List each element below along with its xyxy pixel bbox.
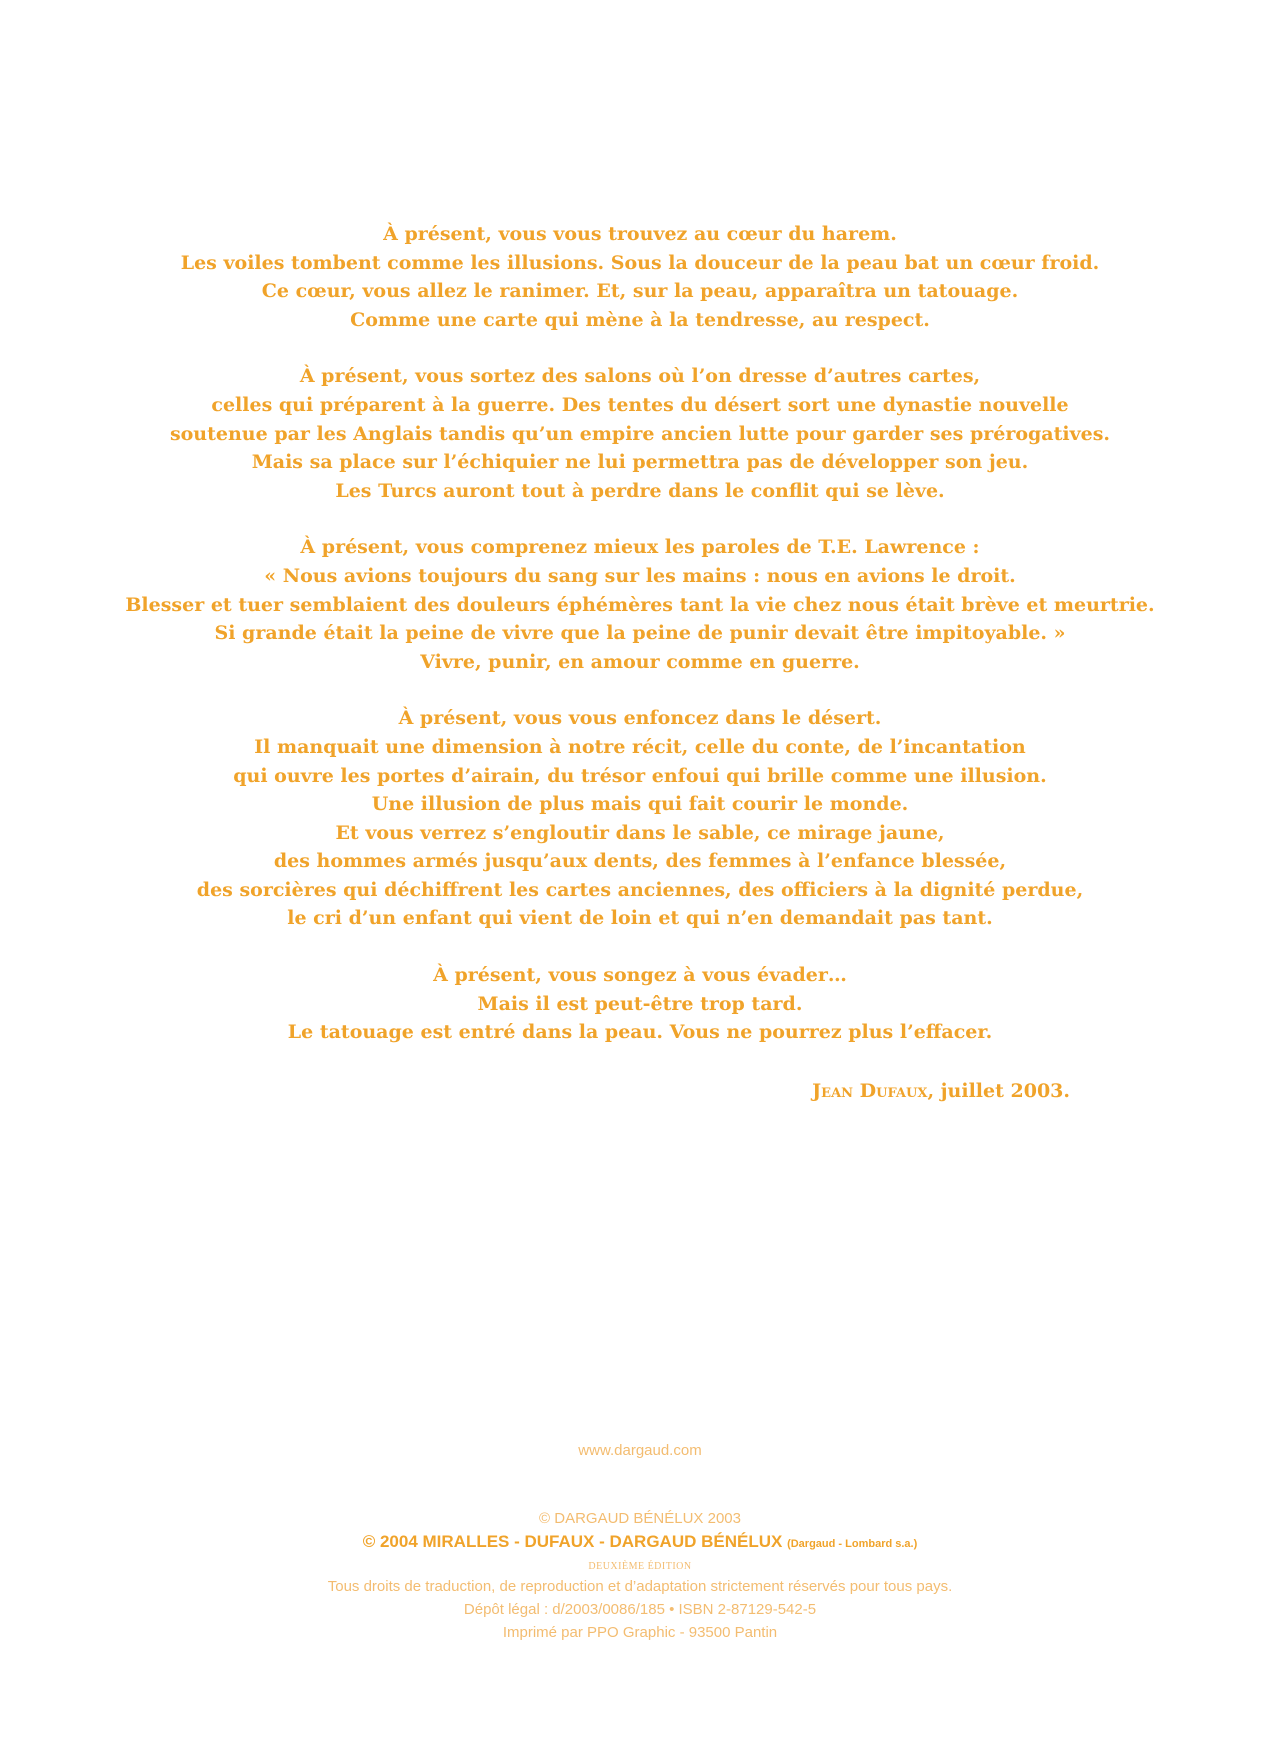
stanza-1 xyxy=(0,220,1280,334)
printer-info: Imprimé par PPO Graphic - 93500 Pantin xyxy=(502,1624,778,1641)
poem-line: Les voiles tombent comme les illusions. Sous la douceur de la peau bat un cœur froid. xyxy=(180,251,1100,274)
poem-line: Comme une carte qui mène à la tendresse, au respect. xyxy=(350,308,930,331)
copyright-publisher: (Dargaud - Lombard s.a.) xyxy=(787,1538,918,1550)
poem-line: Une illusion de plus mais qui fait courir le monde. xyxy=(371,793,909,816)
poem-line: Blesser et tuer semblaient des douleurs éphémères tant la vie chez nous était brève et meurtrie. xyxy=(125,593,1155,616)
author-signature xyxy=(812,1080,1070,1102)
poem-line: À présent, vous sortez des salons où l’on dresse d’autres cartes, xyxy=(299,365,981,388)
signature-date: , juillet 2003. xyxy=(927,1080,1070,1102)
poem-line: Les Turcs auront tout à perdre dans le conflit qui se lève. xyxy=(335,479,945,502)
stanza-3 xyxy=(0,533,1280,676)
poem-line: À présent, vous vous trouvez au cœur du harem. xyxy=(383,223,897,245)
author-name: Jean Dufaux xyxy=(812,1080,928,1102)
poem-line: soutenue par les Anglais tandis qu’un empire ancien lutte pour garder ses prérogatives. xyxy=(169,422,1111,445)
poem-line: celles qui préparent à la guerre. Des tentes du désert sort une dynastie nouvelle xyxy=(211,393,1069,416)
poem-line: des sorcières qui déchiffrent les cartes anciennes, des officiers à la dignité perdue, xyxy=(196,878,1084,901)
stanza-5 xyxy=(0,961,1280,1047)
poem-line: des hommes armés jusqu’aux dents, des femmes à l’enfance blessée, xyxy=(273,850,1007,873)
copyright-line-1: © DARGAUD BÉNÉLUX 2003 xyxy=(539,1510,741,1527)
poem-line: Mais sa place sur l’échiquier ne lui permettra pas de développer son jeu. xyxy=(251,451,1029,474)
rights-notice: Tous droits de traduction, de reproduction et d’adaptation strictement réservés pour tous pays. xyxy=(327,1578,953,1595)
poem-line: À présent, vous comprenez mieux les paroles de T.E. Lawrence : xyxy=(300,536,980,559)
website-link[interactable]: www.dargaud.com xyxy=(578,1442,702,1459)
poem-line: Il manquait une dimension à notre récit, celle du conte, de l’incantation xyxy=(254,735,1026,758)
poem-line: À présent, vous vous enfoncez dans le désert. xyxy=(398,707,882,730)
poem-line: Vivre, punir, en amour comme en guerre. xyxy=(420,650,860,673)
poem-line: le cri d’un enfant qui vient de loin et qui n’en demandait pas tant. xyxy=(287,907,993,930)
poem-text xyxy=(0,220,1280,1075)
poem-line: À présent, vous songez à vous évader… xyxy=(433,964,847,987)
poem-line: Le tatouage est entré dans la peau. Vous ne pourrez plus l’effacer. xyxy=(287,1021,993,1044)
edition-label: DEUXIÈME ÉDITION xyxy=(588,1561,692,1572)
copyright-main: © 2004 MIRALLES - DUFAUX - DARGAUD BÉNÉLUX xyxy=(362,1532,783,1551)
poem-line: « Nous avions toujours du sang sur les mains : nous en avions le droit. xyxy=(264,564,1016,587)
copyright-line-2 xyxy=(0,1532,1280,1552)
poem-line: Mais il est peut-être trop tard. xyxy=(477,992,803,1015)
poem-line: qui ouvre les portes d’airain, du trésor enfoui qui brille comme une illusion. xyxy=(233,764,1047,787)
poem-line: Ce cœur, vous allez le ranimer. Et, sur la peau, apparaîtra un tatouage. xyxy=(261,280,1019,303)
poem-line: Si grande était la peine de vivre que la peine de punir devait être impitoyable. » xyxy=(214,622,1066,645)
stanza-4 xyxy=(0,704,1280,933)
legal-deposit: Dépôt légal : d/2003/0086/185 • ISBN 2-87129-542-5 xyxy=(463,1601,817,1618)
stanza-2 xyxy=(0,362,1280,505)
poem-line: Et vous verrez s’engloutir dans le sable, ce mirage jaune, xyxy=(335,821,945,844)
